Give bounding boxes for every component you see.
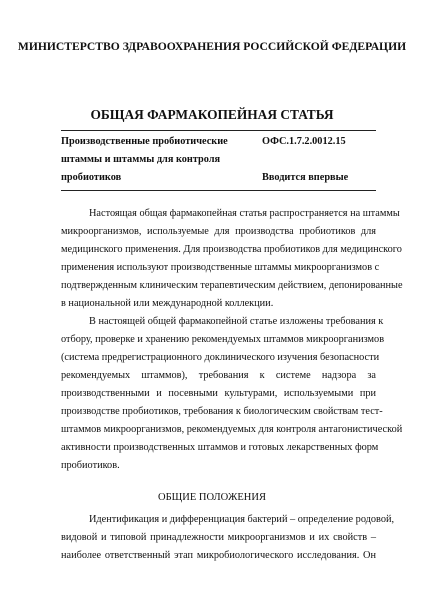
paragraph-3 <box>61 511 395 565</box>
text-line: (система предрегистрационного доклинического изучения безопасности <box>61 352 380 363</box>
text-line: отбору, проверке и хранению рекомендуемых штаммов микроорганизмов <box>61 334 385 345</box>
text-line: в национальной или международной коллекции. <box>61 298 274 309</box>
bottom-divider <box>61 190 376 191</box>
text-line: производственными и посевными культурами, используемыми при <box>61 388 376 399</box>
section-heading: ОБЩИЕ ПОЛОЖЕНИЯ <box>158 492 266 503</box>
paragraph-1 <box>61 205 403 313</box>
text-line: пробиотиков. <box>61 460 120 471</box>
text-line: видовой и типовой принадлежности микроорганизмов и их свойств – <box>61 532 376 543</box>
text-line: микроорганизмов, используемые для производства пробиотиков для <box>61 226 376 237</box>
text-line: рекомендуемых штаммов), требования к системе надзора за <box>61 370 376 381</box>
text-line: штаммов микроорганизмов, рекомендуемых для контроля антагонистической <box>61 424 403 435</box>
document-type-title: ОБЩАЯ ФАРМАКОПЕЙНАЯ СТАТЬЯ <box>90 107 334 122</box>
text-line: подтвержденным клиническим терапевтическим действием, депонированные <box>61 280 403 291</box>
article-code: ОФС.1.7.2.0012.15 <box>262 136 346 147</box>
top-divider <box>61 130 376 131</box>
text-line: Настоящая общая фармакопейная статья распространяется на штаммы <box>89 208 400 219</box>
paragraph-2 <box>61 313 403 475</box>
article-status: Вводится впервые <box>262 172 349 183</box>
text-line: производстве пробиотиков, требования к биологическим свойствам тест- <box>61 406 383 417</box>
ministry-header: МИНИСТЕРСТВО ЗДРАВООХРАНЕНИЯ РОССИЙСКОЙ ФЕДЕРАЦИИ <box>17 40 407 53</box>
text-line: Идентификация и дифференциация бактерий – определение родовой, <box>89 514 395 525</box>
text-line: медицинского применения. Для производства пробиотиков для медицинского <box>61 244 402 255</box>
article-title-line-2: штаммы и штаммы для контроля <box>61 154 221 165</box>
article-title-line-1: Производственные пробиотические <box>61 136 228 147</box>
text-line: наиболее ответственный этап микробиологического исследования. Он <box>61 550 376 561</box>
text-line: применения используют производственные штаммы микроорганизмов с <box>61 262 380 273</box>
text-line: В настоящей общей фармакопейной статье изложены требования к <box>89 316 384 327</box>
article-title-line-3: пробиотиков <box>61 172 122 183</box>
text-line: активности производственных штаммов и готовых лекарственных форм <box>61 442 379 453</box>
